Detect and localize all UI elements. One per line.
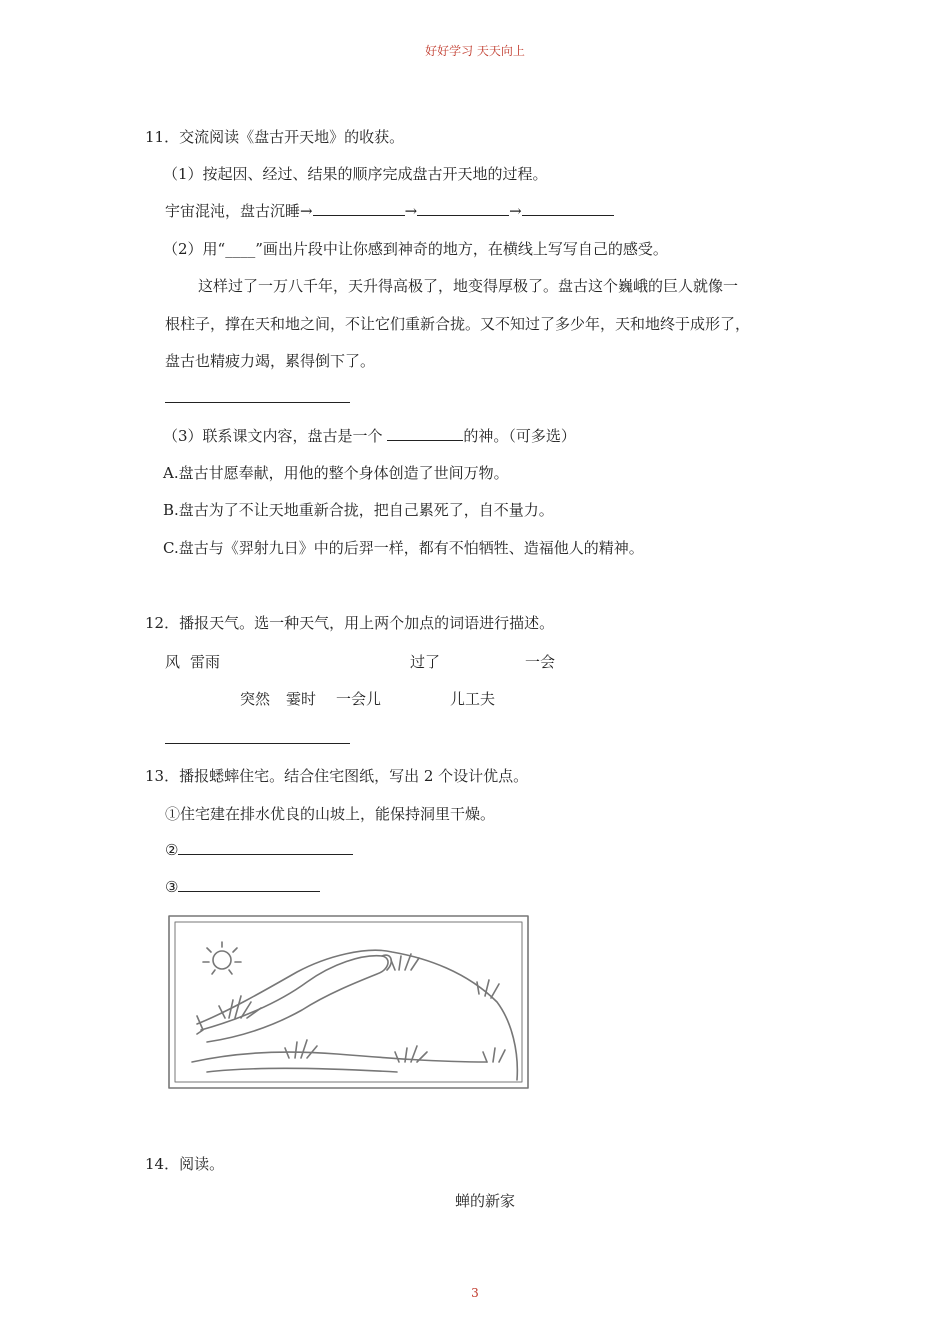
option-c[interactable]: C.盘古与《羿射九日》中的后羿一样，都有不怕牺牲、造福他人的精神。 (163, 539, 644, 557)
answer-blank-2[interactable] (417, 201, 509, 216)
q13-title: 13．播报蟋蟀住宅。结合住宅图纸，写出 2 个设计优点。 (145, 767, 529, 785)
word-yihui: 一会 (525, 653, 556, 671)
q11-part3 (163, 425, 576, 446)
answer-blank-advantage-3[interactable] (178, 877, 320, 892)
answer-line-weather[interactable] (165, 743, 350, 744)
arrow-2: → (509, 202, 522, 220)
option-a[interactable]: A.盘古甘愿奉献，用他的整个身体创造了世间万物。 (163, 464, 509, 482)
ground-line (192, 1052, 487, 1062)
q11-part3-b: 的神。（可多选） (463, 427, 576, 445)
word-guole: 过了 (410, 653, 441, 671)
answer-line-feeling[interactable] (165, 402, 350, 403)
answer-blank-advantage-2[interactable] (178, 840, 353, 855)
q11-sequence (165, 200, 614, 221)
q11-title: 11．交流阅读《盘古开天地》的收获。 (145, 128, 405, 146)
word-turan: 突然 (240, 690, 271, 708)
answer-blank-god[interactable] (387, 426, 463, 441)
burrow-tunnel (201, 956, 388, 1042)
q11-part3-a: （3）联系课文内容，盘古是一个 (163, 427, 388, 445)
q11-part2-blank: ____ (225, 240, 256, 258)
cricket-house-sketch (167, 912, 530, 1092)
passage-line-3: 盘古也精疲力竭，累得倒下了。 (165, 352, 376, 370)
q11-part2-b: ”画出片段中让你感到神奇的地方，在横线上写写自己的感受。 (255, 240, 668, 258)
q14-passage-title: 蝉的新家 (454, 1192, 515, 1210)
weather-word-thunderstorm: 雷雨 (190, 653, 221, 671)
sketch-inner-frame (175, 922, 522, 1082)
page-header: 好好学习 天天向上 (425, 44, 525, 58)
arrow-1: → (404, 202, 418, 220)
q11-part1: （1）按起因、经过、结果的顺序完成盘古开天地的过程。 (163, 165, 548, 183)
sun-icon (203, 942, 241, 974)
q11-part2-a: （2）用“ (163, 240, 226, 258)
word-shashi: 霎时 (286, 690, 317, 708)
q13-item-3-marker: ③ (165, 878, 179, 896)
word-ergongfu: 儿工夫 (450, 690, 496, 708)
weather-word-wind: 风 (165, 653, 181, 671)
passage-line-2: 根柱子，撑在天和地之间，不让它们重新合拢。又不知过了多少年，天和地终于成形了， (165, 315, 751, 333)
answer-blank-3[interactable] (522, 201, 614, 216)
q12-title: 12．播报天气。选一种天气，用上两个加点的词语进行描述。 (145, 614, 555, 632)
q13-item-1: ①住宅建在排水优良的山坡上，能保持洞里干燥。 (165, 805, 496, 823)
q11-sequence-start: 宇宙混沌，盘古沉睡→ (165, 202, 313, 220)
q13-item-2-marker: ② (165, 841, 179, 859)
q14-title: 14．阅读。 (145, 1155, 225, 1173)
word-yihuier: 一会儿 (336, 690, 382, 708)
q13-item-3 (165, 877, 320, 896)
option-b[interactable]: B.盘古为了不让天地重新合拢，把自己累死了，自不量力。 (163, 501, 554, 519)
q13-item-2 (165, 840, 353, 859)
page-number: 3 (471, 1286, 479, 1300)
passage-line-1: 这样过了一万八千年，天升得高极了，地变得厚极了。盘古这个巍峨的巨人就像一 (198, 277, 739, 295)
answer-blank-1[interactable] (313, 201, 405, 216)
q11-part2 (163, 238, 668, 259)
